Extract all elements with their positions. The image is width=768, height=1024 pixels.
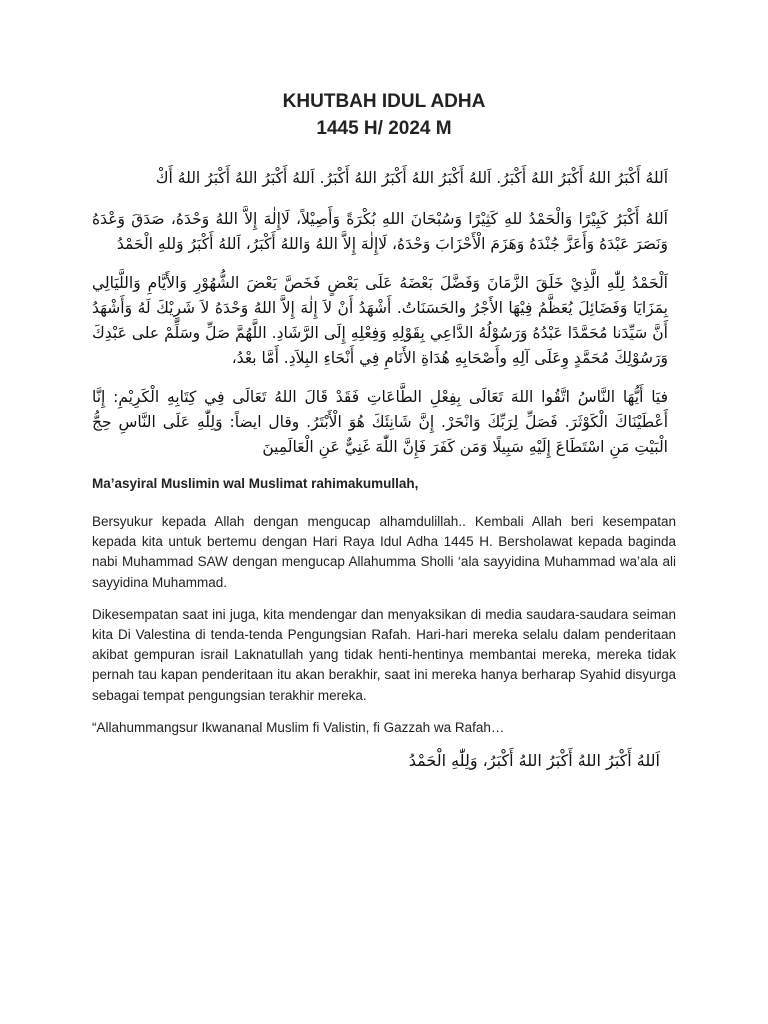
paragraph-1: Bersyukur kepada Allah dengan mengucap alhamdulillah.. Kembali Allah beri kesempatan kepada kita untuk bertemu dengan Hari Raya Idul Adha 1445 H. Bersholawat kepada baginda nabi Muhammad SAW dengan mengucap Allahumma Sholli ‘ala sayyidina Muhammad wa’ala ali sayyidina Muhammad. (92, 514, 676, 590)
arabic-wasiat: فيَا أَيُّهَا النَّاسُ اتَّقُوا اللهَ تَعَالَى بِفِعْلِ الطَّاعَاتِ فَقَدْ قَالَ اللهُ تَعَالَى فِي كِتَابِهِ الْكَرِيْمِ: إِنَّا أَعْطَيْنَاكَ الْكَوْثَرَ. فَصَلِّ لِرَبِّكَ وَانْحَرْ. إِنَّ شَانِئَكَ هُوَ الْأَبْتَرُ. وقال ايضاً: وَلِلّٰهِ عَلَى النَّاسِ حِجُّ الْبَيْتِ مَنِ اسْتَطَاعَ إِلَيْهِ سَبِيلًا وَمَن كَفَرَ فَإِنَّ اللّٰهَ غَنِيٌّ عَنِ الْعَالَمِينَ (92, 388, 668, 456)
arabic-hamdalah: اَلْحَمْدُ لِلّٰهِ الَّذِيْ خَلَقَ الزَّمَانَ وَفَضَّلَ بَعْضَهُ عَلَى بَعْضٍ فَخَصَّ بَعْضَ الشُّهُوْرِ وَالأَيَّامِ وَاللَّيَالِي بِمَزَايَا وَفَضَائِلَ يُعَظَّمُ فِيْهَا الأَجْرُ والحَسَنَاتُ. أَشْهَدُ أَنْ لاَ إِلٰهَ إِلاَّ اللهُ وَحْدَهُ لاَ شَرِيْكَ لَهُ وَأَشْهَدُ أَنَّ سَيِّدَنا مُحَمَّدًا عَبْدُهُ وَرَسُوْلُهُ الدَّاعِي بِقَوْلِهِ وَفِعْلِهِ إِلَى الرَّشَادِ. اللَّهُمَّ صَلِّ وسَلِّمْ على عَبْدِكَ وَرَسُوْلِكَ مُحَمَّدٍ وِعَلَى آلِهِ وأَصْحَابِهِ هُدَاةِ الأَنَامِ فِي أَنْحَاءِ البِلاَدِ. أَمَّا بعْدُ، (92, 274, 668, 367)
arabic-takbir: اَللهُ أَكْبَرُ اللهُ أَكْبَرُ اللهُ أَكْبَرُ. اَللهُ أَكْبَرُ اللهُ أَكْبَرُ اللهُ أَكْبَرُ. اَللهُ أَكْبَرُ اللهُ أَكْبَرُ اللهُ أَكْ (155, 169, 668, 187)
arabic-closing-takbir: اَللهُ أَكْبَرُ اللهُ أَكْبَرُ اللهُ أَكْبَرُ، وَلِلّٰهِ الْحَمْدُ (408, 750, 660, 770)
arabic-takbir-kabira: اَللهُ أَكْبَرُ كَبِيْرًا وَالْحَمْدُ للهِ كَثِيْرًا وَسُبْحَانَ اللهِ بُكْرَةً وَأَصِيْلاً، لَاإِلٰهَ إِلاَّ اللهُ وَحْدَهُ، صَدَقَ وَعْدَهُ وَنَصَرَ عَبْدَهُ وَأَعَزَّ جُنْدَهُ وَهَزَمَ الْأَحْزَابَ وَحْدَهُ، لَاإِلٰهَ إِلاَّ اللهُ وَاللهُ أَكْبَرُ، اَللهُ أَكْبَرُ وَللهِ الْحَمْدُ (92, 210, 668, 253)
title-line-2: 1445 H/ 2024 M (316, 118, 452, 139)
title-line-1: KHUTBAH IDUL ADHA (282, 91, 486, 112)
paragraph-2: Dikesempatan saat ini juga, kita mendengar dan menyaksikan di media saudara-saudara seiman kita Di Valestina di tenda-tenda Pengungsian Rafah. Hari-hari mereka selalu dalam penderitaan akibat gempuran israil Laknatullah yang tidak henti-hentinya membantai mereka, mereka tidak pernah tau kapan penderitaan itu akan berakhir, saat ini mereka hanya berharap Syahid disyurga sebagai tempat pengungsian terakhir mereka. (92, 606, 676, 703)
doa-quote: “Allahummangsur Ikwananal Muslim fi Valistin, fi Gazzah wa Rafah… (92, 719, 505, 735)
document-title (92, 88, 676, 142)
greeting: Ma’asyiral Muslimin wal Muslimat rahimakumullah, (92, 476, 419, 491)
